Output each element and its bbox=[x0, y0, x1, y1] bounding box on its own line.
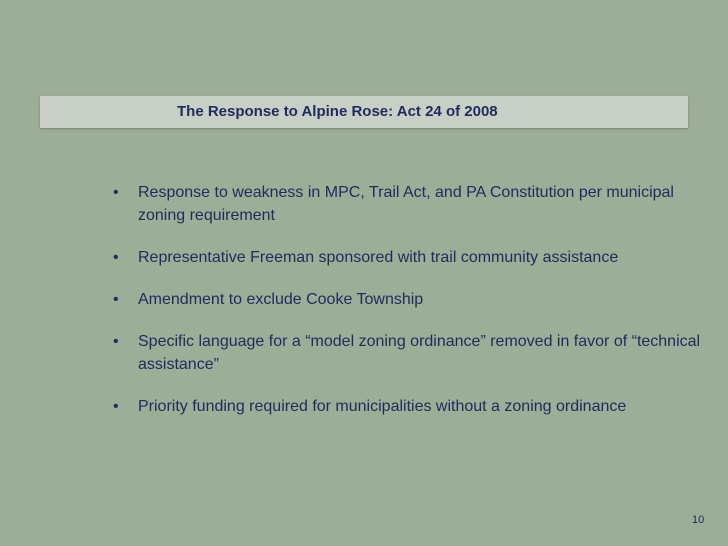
bullet-text: Amendment to exclude Cooke Township bbox=[138, 291, 424, 308]
bullet-dot-icon: • bbox=[113, 249, 119, 266]
bullet-text: Response to weakness in MPC, Trail Act, and PA Constitution per municipal zoning requirement bbox=[138, 184, 674, 224]
page-number: 10 bbox=[692, 514, 705, 526]
bullet-dot-icon: • bbox=[113, 184, 119, 201]
bullet-text: Priority funding required for municipalities without a zoning ordinance bbox=[138, 398, 627, 415]
bullet-item bbox=[113, 395, 703, 418]
bullet-text: Specific language for a “model zoning ordinance” removed in favor of “technical assistance” bbox=[138, 333, 701, 373]
bullet-item bbox=[113, 181, 703, 227]
bullet-list bbox=[113, 181, 703, 437]
title-bar bbox=[40, 96, 688, 128]
bullet-item bbox=[113, 246, 703, 269]
bullet-item bbox=[113, 330, 703, 376]
bullet-dot-icon: • bbox=[113, 291, 119, 308]
bullet-item bbox=[113, 288, 703, 311]
slide-title: The Response to Alpine Rose: Act 24 of 2008 bbox=[177, 103, 498, 120]
bullet-dot-icon: • bbox=[113, 398, 119, 415]
bullet-dot-icon: • bbox=[113, 333, 119, 350]
bullet-text: Representative Freeman sponsored with trail community assistance bbox=[138, 249, 619, 266]
